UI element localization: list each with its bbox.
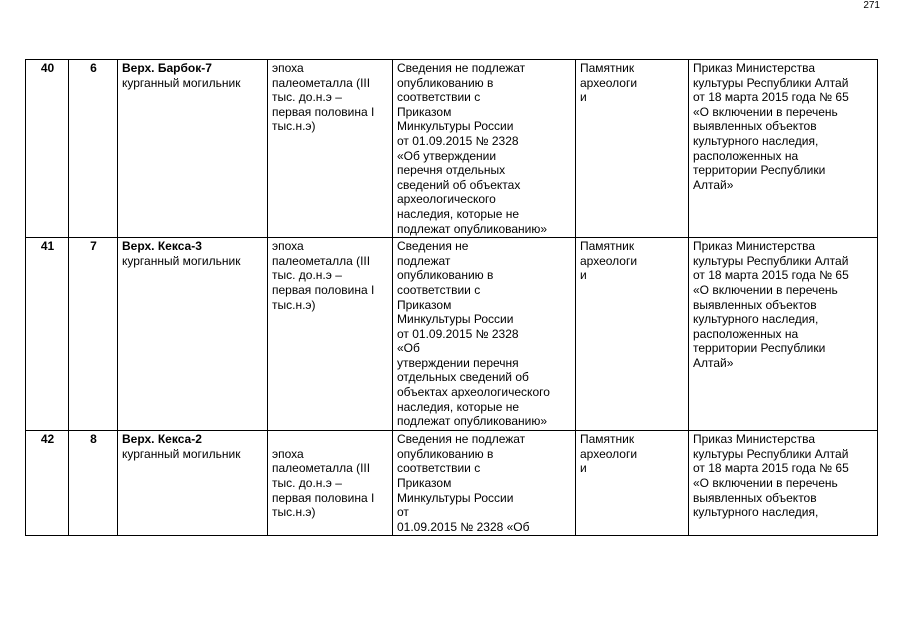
object-name: Верх. Кекса-2: [122, 432, 202, 447]
object-epoch: эпоха палеометалла (III тыс. до.н.э – первая половина I тыс.н.э): [268, 431, 393, 536]
object-epoch: эпоха палеометалла (III тыс. до.н.э – первая половина I тыс.н.э): [268, 60, 393, 238]
location-info: Сведения не подлежат опубликованию в соответствии с Приказом Минкультуры России от 01.09.2015 № 2328 «Об: [393, 431, 576, 536]
object-name: Верх. Кекса-3: [122, 239, 202, 254]
object-epoch: эпоха палеометалла (III тыс. до.н.э – первая половина I тыс.н.э): [268, 238, 393, 431]
object-name-cell: [118, 238, 268, 431]
object-type: курганный могильник: [122, 75, 241, 90]
page-number: 271: [863, 0, 880, 11]
legal-order: Приказ Министерства культуры Республики Алтай от 18 марта 2015 года № 65 «О включении в перечень выявленных объектов культурного наследия,: [689, 431, 878, 536]
object-category: Памятник археологи и: [576, 431, 689, 536]
table-row: [26, 238, 878, 431]
local-number: 8: [69, 431, 118, 536]
object-name: Верх. Барбок-7: [122, 61, 212, 75]
object-type: курганный могильник: [122, 253, 241, 268]
object-category: Памятник археологи и: [576, 60, 689, 238]
object-name-cell: [118, 431, 268, 536]
table-row: [26, 60, 878, 238]
legal-order: Приказ Министерства культуры Республики Алтай от 18 марта 2015 года № 65 «О включении в перечень выявленных объектов культурного наследия, расположенных на территории Республики Алтай»: [689, 238, 878, 431]
local-number: 7: [69, 238, 118, 431]
row-number: 42: [26, 431, 69, 536]
object-type: курганный могильник: [122, 446, 241, 461]
location-info: Сведения не подлежат опубликованию в соответствии с Приказом Минкультуры России от 01.09.2015 № 2328 «Об утверждении перечня отдельных сведений об объектах археологического наследия, которые не подлежат опубликованию»: [393, 60, 576, 238]
location-info: Сведения не подлежат опубликованию в соответствии с Приказом Минкультуры России от 01.09.2015 № 2328 «Об утверждении перечня отдельных сведений об объектах археологического наследия, которые не подлежат опубликованию»: [393, 238, 576, 431]
local-number: 6: [69, 60, 118, 238]
legal-order: Приказ Министерства культуры Республики Алтай от 18 марта 2015 года № 65 «О включении в перечень выявленных объектов культурного наследия, расположенных на территории Республики Алтай»: [689, 60, 878, 238]
row-number: 41: [26, 238, 69, 431]
heritage-objects-table: [25, 59, 878, 536]
row-number: 40: [26, 60, 69, 238]
table-row: [26, 431, 878, 536]
object-category: Памятник археологи и: [576, 238, 689, 431]
object-name-cell: [118, 60, 268, 238]
